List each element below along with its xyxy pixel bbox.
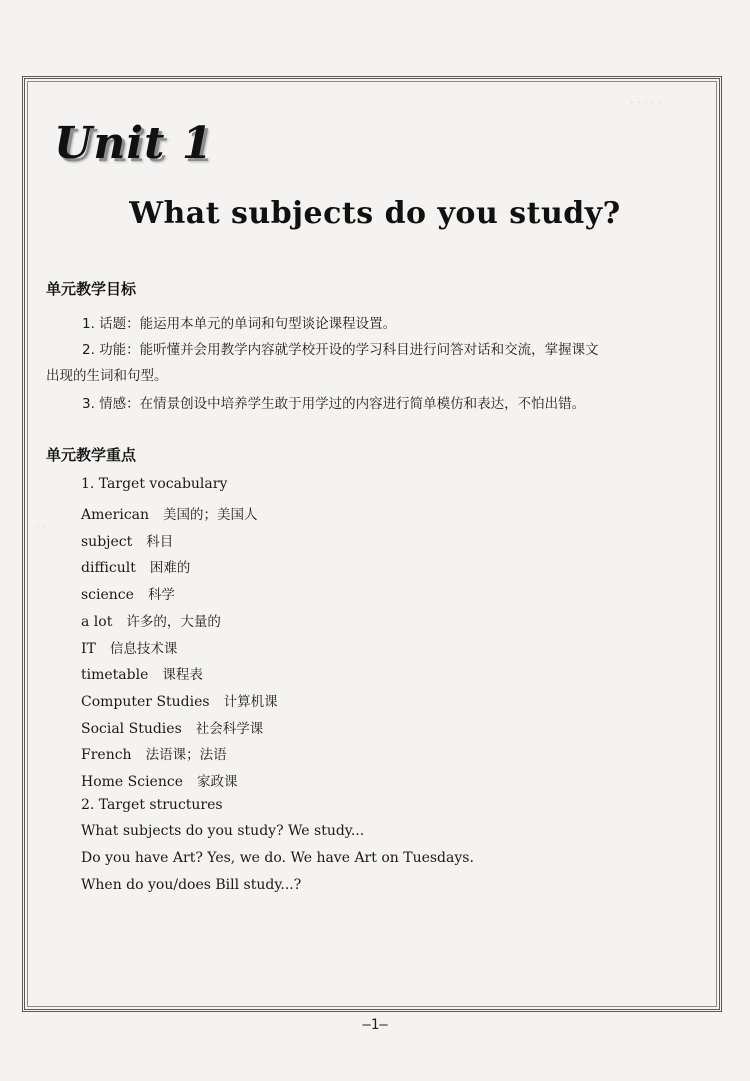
vocab-english: a lot bbox=[81, 614, 113, 630]
vocab-english: subject bbox=[81, 534, 133, 550]
vocab-item bbox=[81, 717, 263, 737]
vocab-english: American bbox=[81, 507, 150, 523]
vocab-chinese: 信息技术课 bbox=[109, 641, 178, 657]
vocab-chinese: 课程表 bbox=[162, 667, 203, 683]
vocab-english: science bbox=[81, 587, 134, 603]
bleed-through-text: · · bbox=[36, 520, 47, 533]
vocab-chinese: 家政课 bbox=[197, 774, 238, 790]
vocab-item bbox=[81, 610, 221, 630]
vocab-item bbox=[81, 556, 190, 576]
vocab-english: IT bbox=[81, 641, 96, 657]
page-number: —1— bbox=[362, 1017, 388, 1033]
vocab-chinese: 社会科学课 bbox=[195, 721, 264, 737]
vocab-chinese: 美国的；美国人 bbox=[163, 507, 258, 523]
bleed-through-text: · · · · · bbox=[630, 96, 662, 109]
vocab-item bbox=[81, 637, 177, 657]
vocab-chinese: 困难的 bbox=[149, 560, 191, 576]
focus-heading: 单元教学重点 bbox=[46, 446, 137, 464]
vocab-item bbox=[81, 663, 203, 683]
objective-item-continuation: 出现的生词和句型。 bbox=[46, 368, 168, 384]
vocab-english: Computer Studies bbox=[81, 694, 210, 710]
vocab-chinese: 计算机课 bbox=[223, 694, 278, 710]
vocab-item bbox=[81, 503, 258, 523]
vocab-english: French bbox=[81, 747, 132, 763]
vocab-chinese: 科学 bbox=[147, 587, 175, 603]
vocab-chinese: 科目 bbox=[146, 534, 174, 550]
vocab-english: timetable bbox=[81, 667, 149, 683]
vocab-chinese: 法语课；法语 bbox=[145, 747, 227, 763]
objective-item: 2. 功能：能听懂并会用教学内容就学校开设的学习科目进行问答对话和交流，掌握课文 bbox=[82, 342, 599, 358]
objective-item: 3. 情感：在情景创设中培养学生敢于用学过的内容进行简单模仿和表达，不怕出错。 bbox=[82, 396, 586, 412]
vocab-item bbox=[81, 583, 175, 603]
vocab-english: difficult bbox=[81, 560, 136, 576]
vocab-item bbox=[81, 530, 173, 550]
objective-item: 1. 话题：能运用本单元的单词和句型谈论课程设置。 bbox=[82, 316, 397, 332]
objectives-heading: 单元教学目标 bbox=[46, 280, 137, 298]
structures-title: 2. Target structures bbox=[81, 797, 223, 813]
vocab-item bbox=[81, 770, 238, 790]
vocab-item bbox=[81, 743, 227, 763]
lesson-title: What subjects do you study? bbox=[129, 196, 621, 231]
structure-sentence: What subjects do you study? We study... bbox=[81, 823, 365, 839]
structure-sentence: Do you have Art? Yes, we do. We have Art on Tuesdays. bbox=[81, 850, 474, 866]
vocab-english: Home Science bbox=[81, 774, 183, 790]
vocabulary-title: 1. Target vocabulary bbox=[81, 476, 228, 492]
vocab-english: Social Studies bbox=[81, 721, 182, 737]
unit-title: Unit 1 bbox=[54, 118, 214, 169]
vocab-chinese: 许多的，大量的 bbox=[126, 614, 221, 630]
vocab-item bbox=[81, 690, 278, 710]
structure-sentence: When do you/does Bill study...? bbox=[81, 877, 302, 893]
